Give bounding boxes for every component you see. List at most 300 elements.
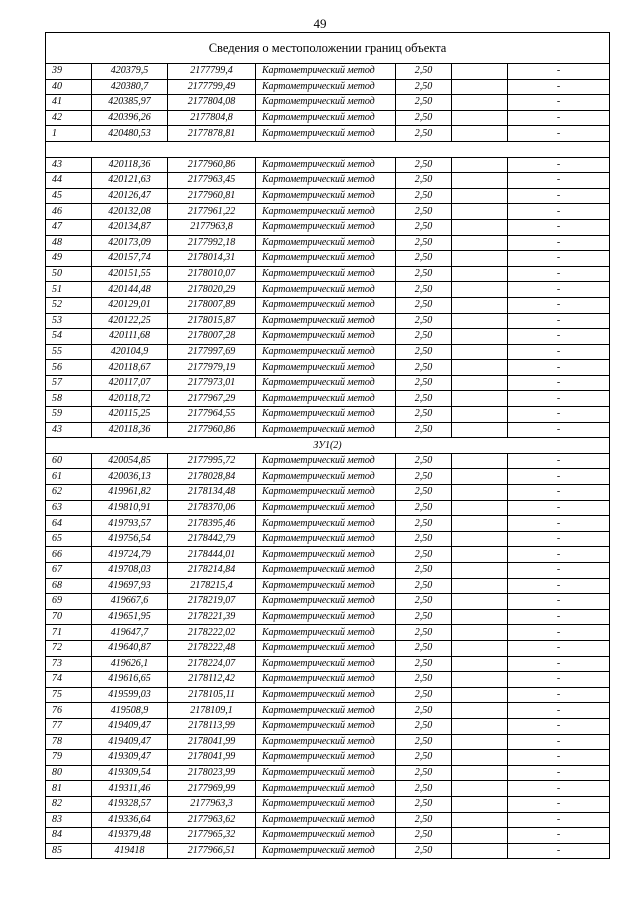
accuracy-cell: 2,50: [396, 781, 452, 797]
method-cell: Картометрический метод: [256, 344, 396, 360]
point-number-cell: 60: [46, 453, 92, 469]
method-cell: Картометрический метод: [256, 407, 396, 423]
y-coordinate-cell: 2178219,07: [168, 594, 256, 610]
x-coordinate-cell: 420380,7: [92, 79, 168, 95]
accuracy-cell: 2,50: [396, 422, 452, 438]
empty-cell-cell: [452, 297, 508, 313]
description-cell: -: [508, 687, 610, 703]
empty-cell-cell: [452, 828, 508, 844]
accuracy-cell: 2,50: [396, 828, 452, 844]
accuracy-cell: 2,50: [396, 796, 452, 812]
accuracy-cell: 2,50: [396, 235, 452, 251]
y-coordinate-cell: 2178442,79: [168, 531, 256, 547]
table-row: [46, 547, 610, 563]
point-number-cell: 51: [46, 282, 92, 298]
table-row: [46, 750, 610, 766]
accuracy-cell: 2,50: [396, 360, 452, 376]
empty-cell-cell: [452, 95, 508, 111]
x-coordinate-cell: 420480,53: [92, 126, 168, 142]
y-coordinate-cell: 2177995,72: [168, 453, 256, 469]
empty-cell-cell: [452, 750, 508, 766]
y-coordinate-cell: 2178395,46: [168, 516, 256, 532]
description-cell: -: [508, 266, 610, 282]
accuracy-cell: 2,50: [396, 734, 452, 750]
table-row: [46, 734, 610, 750]
point-number-cell: 68: [46, 578, 92, 594]
point-number-cell: 61: [46, 469, 92, 485]
point-number-cell: 43: [46, 422, 92, 438]
method-cell: Картометрический метод: [256, 718, 396, 734]
x-coordinate-cell: 419311,46: [92, 781, 168, 797]
empty-cell-cell: [452, 516, 508, 532]
description-cell: -: [508, 282, 610, 298]
x-coordinate-cell: 419616,65: [92, 672, 168, 688]
accuracy-cell: 2,50: [396, 297, 452, 313]
x-coordinate-cell: 420173,09: [92, 235, 168, 251]
method-cell: Картометрический метод: [256, 391, 396, 407]
empty-cell-cell: [452, 313, 508, 329]
empty-cell-cell: [452, 251, 508, 267]
table-row: [46, 126, 610, 142]
empty-cell-cell: [452, 531, 508, 547]
x-coordinate-cell: 419651,95: [92, 609, 168, 625]
method-cell: Картометрический метод: [256, 313, 396, 329]
method-cell: Картометрический метод: [256, 422, 396, 438]
description-cell: -: [508, 126, 610, 142]
description-cell: -: [508, 625, 610, 641]
description-cell: -: [508, 500, 610, 516]
description-cell: -: [508, 313, 610, 329]
empty-cell-cell: [452, 79, 508, 95]
table-row: [46, 375, 610, 391]
description-cell: -: [508, 516, 610, 532]
point-number-cell: 53: [46, 313, 92, 329]
method-cell: Картометрический метод: [256, 734, 396, 750]
y-coordinate-cell: 2178214,84: [168, 563, 256, 579]
table-row: [46, 282, 610, 298]
y-coordinate-cell: 2177960,86: [168, 157, 256, 173]
description-cell: -: [508, 703, 610, 719]
x-coordinate-cell: 420054,85: [92, 453, 168, 469]
empty-cell-cell: [452, 157, 508, 173]
point-number-cell: 62: [46, 485, 92, 501]
empty-cell-cell: [452, 765, 508, 781]
y-coordinate-cell: 2177973,01: [168, 375, 256, 391]
empty-cell-cell: [452, 796, 508, 812]
y-coordinate-cell: 2178105,11: [168, 687, 256, 703]
method-cell: Картометрический метод: [256, 687, 396, 703]
y-coordinate-cell: 2177960,86: [168, 422, 256, 438]
empty-cell-cell: [452, 453, 508, 469]
point-number-cell: 54: [46, 329, 92, 345]
accuracy-cell: 2,50: [396, 563, 452, 579]
empty-cell-cell: [452, 656, 508, 672]
point-number-cell: 83: [46, 812, 92, 828]
x-coordinate-cell: 420144,48: [92, 282, 168, 298]
y-coordinate-cell: 2178015,87: [168, 313, 256, 329]
point-number-cell: 43: [46, 157, 92, 173]
point-number-cell: 41: [46, 95, 92, 111]
table-row: [46, 251, 610, 267]
accuracy-cell: 2,50: [396, 79, 452, 95]
accuracy-cell: 2,50: [396, 703, 452, 719]
point-number-cell: 72: [46, 640, 92, 656]
point-number-cell: 44: [46, 173, 92, 189]
point-number-cell: 63: [46, 500, 92, 516]
x-coordinate-cell: 419379,48: [92, 828, 168, 844]
table-row: [46, 204, 610, 220]
table-row: [46, 609, 610, 625]
empty-cell-cell: [452, 407, 508, 423]
y-coordinate-cell: 2178014,31: [168, 251, 256, 267]
point-number-cell: 55: [46, 344, 92, 360]
point-number-cell: 49: [46, 251, 92, 267]
empty-cell-cell: [452, 563, 508, 579]
empty-cell-cell: [452, 391, 508, 407]
y-coordinate-cell: 2178041,99: [168, 734, 256, 750]
description-cell: -: [508, 609, 610, 625]
method-cell: Картометрический метод: [256, 173, 396, 189]
empty-cell-cell: [452, 718, 508, 734]
empty-cell-cell: [452, 110, 508, 126]
empty-cell-cell: [452, 594, 508, 610]
point-number-cell: 66: [46, 547, 92, 563]
method-cell: Картометрический метод: [256, 640, 396, 656]
description-cell: -: [508, 578, 610, 594]
accuracy-cell: 2,50: [396, 64, 452, 80]
x-coordinate-cell: 420104,9: [92, 344, 168, 360]
accuracy-cell: 2,50: [396, 812, 452, 828]
point-number-cell: 69: [46, 594, 92, 610]
description-cell: -: [508, 469, 610, 485]
point-number-cell: 59: [46, 407, 92, 423]
accuracy-cell: 2,50: [396, 625, 452, 641]
empty-cell-cell: [452, 235, 508, 251]
y-coordinate-cell: 2177804,8: [168, 110, 256, 126]
y-coordinate-cell: 2178109,1: [168, 703, 256, 719]
description-cell: -: [508, 640, 610, 656]
y-coordinate-cell: 2178112,42: [168, 672, 256, 688]
description-cell: -: [508, 297, 610, 313]
y-coordinate-cell: 2177963,8: [168, 219, 256, 235]
method-cell: Картометрический метод: [256, 282, 396, 298]
method-cell: Картометрический метод: [256, 188, 396, 204]
x-coordinate-cell: 420117,07: [92, 375, 168, 391]
description-cell: -: [508, 796, 610, 812]
empty-cell-cell: [452, 781, 508, 797]
x-coordinate-cell: 419810,91: [92, 500, 168, 516]
method-cell: Картометрический метод: [256, 703, 396, 719]
x-coordinate-cell: 419708,03: [92, 563, 168, 579]
accuracy-cell: 2,50: [396, 578, 452, 594]
method-cell: Картометрический метод: [256, 110, 396, 126]
x-coordinate-cell: 419599,03: [92, 687, 168, 703]
description-cell: -: [508, 360, 610, 376]
empty-cell-cell: [452, 578, 508, 594]
description-cell: -: [508, 453, 610, 469]
method-cell: Картометрический метод: [256, 828, 396, 844]
x-coordinate-cell: 420122,25: [92, 313, 168, 329]
method-cell: Картометрический метод: [256, 547, 396, 563]
x-coordinate-cell: 419336,64: [92, 812, 168, 828]
description-cell: -: [508, 531, 610, 547]
x-coordinate-cell: 420121,63: [92, 173, 168, 189]
point-number-cell: 73: [46, 656, 92, 672]
x-coordinate-cell: 420118,36: [92, 422, 168, 438]
y-coordinate-cell: 2177963,45: [168, 173, 256, 189]
x-coordinate-cell: 419640,87: [92, 640, 168, 656]
description-cell: -: [508, 235, 610, 251]
method-cell: Картометрический метод: [256, 531, 396, 547]
point-number-cell: 76: [46, 703, 92, 719]
table-row: [46, 828, 610, 844]
x-coordinate-cell: 419697,93: [92, 578, 168, 594]
point-number-cell: 65: [46, 531, 92, 547]
method-cell: Картометрический метод: [256, 469, 396, 485]
y-coordinate-cell: 2177966,51: [168, 843, 256, 859]
y-coordinate-cell: 2177960,81: [168, 188, 256, 204]
x-coordinate-cell: 419328,57: [92, 796, 168, 812]
table-row: [46, 453, 610, 469]
description-cell: -: [508, 485, 610, 501]
accuracy-cell: 2,50: [396, 718, 452, 734]
y-coordinate-cell: 2178134,48: [168, 485, 256, 501]
x-coordinate-cell: 419508,9: [92, 703, 168, 719]
empty-cell-cell: [452, 687, 508, 703]
table-row: [46, 843, 610, 859]
empty-cell-cell: [452, 500, 508, 516]
method-cell: Картометрический метод: [256, 235, 396, 251]
x-coordinate-cell: 420111,68: [92, 329, 168, 345]
point-number-cell: 46: [46, 204, 92, 220]
method-cell: Картометрический метод: [256, 843, 396, 859]
description-cell: -: [508, 843, 610, 859]
empty-cell-cell: [452, 640, 508, 656]
table-row: [46, 718, 610, 734]
x-coordinate-cell: 420157,74: [92, 251, 168, 267]
table-row: [46, 625, 610, 641]
y-coordinate-cell: 2178222,48: [168, 640, 256, 656]
accuracy-cell: 2,50: [396, 750, 452, 766]
accuracy-cell: 2,50: [396, 219, 452, 235]
accuracy-cell: 2,50: [396, 95, 452, 111]
description-cell: -: [508, 110, 610, 126]
point-number-cell: 71: [46, 625, 92, 641]
table-title: Сведения о местоположении границ объекта: [46, 33, 610, 64]
point-number-cell: 58: [46, 391, 92, 407]
x-coordinate-cell: 420118,36: [92, 157, 168, 173]
y-coordinate-cell: 2177965,32: [168, 828, 256, 844]
point-number-cell: 50: [46, 266, 92, 282]
accuracy-cell: 2,50: [396, 453, 452, 469]
description-cell: -: [508, 173, 610, 189]
description-cell: -: [508, 656, 610, 672]
point-number-cell: 78: [46, 734, 92, 750]
empty-cell-cell: [452, 703, 508, 719]
point-number-cell: 42: [46, 110, 92, 126]
method-cell: Картометрический метод: [256, 204, 396, 220]
table-row: [46, 266, 610, 282]
y-coordinate-cell: 2178224,07: [168, 656, 256, 672]
description-cell: -: [508, 391, 610, 407]
description-cell: -: [508, 64, 610, 80]
y-coordinate-cell: 2177804,08: [168, 95, 256, 111]
x-coordinate-cell: 419961,82: [92, 485, 168, 501]
y-coordinate-cell: 2178023,99: [168, 765, 256, 781]
description-cell: -: [508, 765, 610, 781]
table-row: [46, 796, 610, 812]
y-coordinate-cell: 2177799,4: [168, 64, 256, 80]
y-coordinate-cell: 2178444,01: [168, 547, 256, 563]
accuracy-cell: 2,50: [396, 313, 452, 329]
description-cell: -: [508, 563, 610, 579]
section-header-row: [46, 438, 610, 454]
table-row: [46, 329, 610, 345]
x-coordinate-cell: 419793,57: [92, 516, 168, 532]
accuracy-cell: 2,50: [396, 251, 452, 267]
table-row: [46, 485, 610, 501]
accuracy-cell: 2,50: [396, 485, 452, 501]
method-cell: Картометрический метод: [256, 594, 396, 610]
table-row: [46, 95, 610, 111]
table-row: [46, 640, 610, 656]
empty-cell-cell: [452, 843, 508, 859]
accuracy-cell: 2,50: [396, 407, 452, 423]
table-row: [46, 687, 610, 703]
empty-cell-cell: [452, 126, 508, 142]
accuracy-cell: 2,50: [396, 843, 452, 859]
point-number-cell: 82: [46, 796, 92, 812]
accuracy-cell: 2,50: [396, 204, 452, 220]
x-coordinate-cell: 420126,47: [92, 188, 168, 204]
point-number-cell: 77: [46, 718, 92, 734]
method-cell: Картометрический метод: [256, 750, 396, 766]
point-number-cell: 45: [46, 188, 92, 204]
description-cell: -: [508, 781, 610, 797]
table-row: [46, 531, 610, 547]
x-coordinate-cell: 420151,55: [92, 266, 168, 282]
method-cell: Картометрический метод: [256, 329, 396, 345]
table-row: [46, 173, 610, 189]
table-row: [46, 79, 610, 95]
empty-cell-cell: [452, 188, 508, 204]
description-cell: -: [508, 734, 610, 750]
accuracy-cell: 2,50: [396, 609, 452, 625]
accuracy-cell: 2,50: [396, 266, 452, 282]
method-cell: Картометрический метод: [256, 360, 396, 376]
method-cell: Картометрический метод: [256, 765, 396, 781]
x-coordinate-cell: 420129,01: [92, 297, 168, 313]
page-number: 49: [313, 16, 327, 31]
accuracy-cell: 2,50: [396, 547, 452, 563]
empty-cell-cell: [452, 282, 508, 298]
method-cell: Картометрический метод: [256, 500, 396, 516]
method-cell: Картометрический метод: [256, 375, 396, 391]
accuracy-cell: 2,50: [396, 500, 452, 516]
table-row: [46, 765, 610, 781]
y-coordinate-cell: 2177967,29: [168, 391, 256, 407]
x-coordinate-cell: 419647,7: [92, 625, 168, 641]
table-row: [46, 313, 610, 329]
accuracy-cell: 2,50: [396, 672, 452, 688]
point-number-cell: 85: [46, 843, 92, 859]
x-coordinate-cell: 420132,08: [92, 204, 168, 220]
table-row: [46, 781, 610, 797]
accuracy-cell: 2,50: [396, 375, 452, 391]
table-row: [46, 422, 610, 438]
y-coordinate-cell: 2177997,69: [168, 344, 256, 360]
method-cell: Картометрический метод: [256, 297, 396, 313]
table-row: [46, 812, 610, 828]
table-row: [46, 360, 610, 376]
point-number-cell: 57: [46, 375, 92, 391]
y-coordinate-cell: 2178215,4: [168, 578, 256, 594]
accuracy-cell: 2,50: [396, 391, 452, 407]
section-label: ЗУ1(2): [46, 438, 610, 454]
x-coordinate-cell: 420036,13: [92, 469, 168, 485]
point-number-cell: 80: [46, 765, 92, 781]
x-coordinate-cell: 419667,6: [92, 594, 168, 610]
table-row: [46, 157, 610, 173]
x-coordinate-cell: 419309,47: [92, 750, 168, 766]
accuracy-cell: 2,50: [396, 282, 452, 298]
description-cell: -: [508, 219, 610, 235]
x-coordinate-cell: 419626,1: [92, 656, 168, 672]
description-cell: -: [508, 594, 610, 610]
x-coordinate-cell: 420396,26: [92, 110, 168, 126]
empty-cell-cell: [452, 609, 508, 625]
table-row: [46, 235, 610, 251]
table-row: [46, 672, 610, 688]
accuracy-cell: 2,50: [396, 656, 452, 672]
description-cell: -: [508, 718, 610, 734]
description-cell: -: [508, 79, 610, 95]
point-number-cell: 75: [46, 687, 92, 703]
table-row: [46, 407, 610, 423]
empty-cell-cell: [452, 360, 508, 376]
y-coordinate-cell: 2177969,99: [168, 781, 256, 797]
description-cell: -: [508, 812, 610, 828]
accuracy-cell: 2,50: [396, 188, 452, 204]
description-cell: -: [508, 828, 610, 844]
empty-cell-cell: [452, 469, 508, 485]
empty-cell-cell: [452, 266, 508, 282]
y-coordinate-cell: 2178028,84: [168, 469, 256, 485]
y-coordinate-cell: 2178010,07: [168, 266, 256, 282]
x-coordinate-cell: 419756,54: [92, 531, 168, 547]
x-coordinate-cell: 420134,87: [92, 219, 168, 235]
empty-cell-cell: [452, 204, 508, 220]
method-cell: Картометрический метод: [256, 157, 396, 173]
y-coordinate-cell: 2177878,81: [168, 126, 256, 142]
y-coordinate-cell: 2177964,55: [168, 407, 256, 423]
table-row: [46, 391, 610, 407]
description-cell: -: [508, 407, 610, 423]
point-number-cell: 84: [46, 828, 92, 844]
y-coordinate-cell: 2178113,99: [168, 718, 256, 734]
y-coordinate-cell: 2177961,22: [168, 204, 256, 220]
description-cell: -: [508, 251, 610, 267]
table-row: [46, 563, 610, 579]
x-coordinate-cell: 419418: [92, 843, 168, 859]
description-cell: -: [508, 547, 610, 563]
point-number-cell: 74: [46, 672, 92, 688]
x-coordinate-cell: 419724,79: [92, 547, 168, 563]
y-coordinate-cell: 2177799,49: [168, 79, 256, 95]
method-cell: Картометрический метод: [256, 219, 396, 235]
y-coordinate-cell: 2178020,29: [168, 282, 256, 298]
table-row: [46, 469, 610, 485]
